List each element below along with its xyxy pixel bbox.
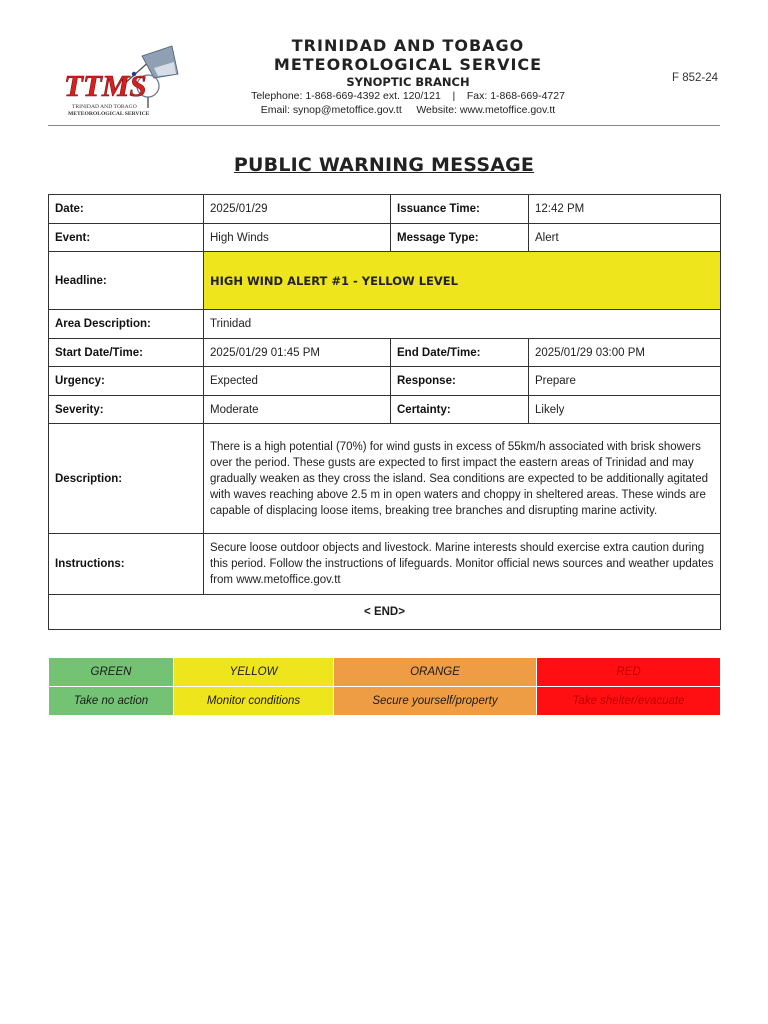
org-name-line-1: TRINIDAD AND TOBAGO xyxy=(291,36,525,55)
end-marker: < END> xyxy=(49,595,721,630)
form-number: F 852-24 xyxy=(671,72,718,84)
org-name-line-2: METEOROLOGICAL SERVICE xyxy=(273,55,543,74)
logo-letters: TTMS xyxy=(64,68,147,103)
response-label: Response: xyxy=(391,367,529,396)
legend-level-orange: ORANGE xyxy=(334,658,537,687)
severity-value: Moderate xyxy=(204,396,391,424)
response-value: Prepare xyxy=(529,367,721,396)
severity-label: Severity: xyxy=(49,396,204,424)
logo-caption-1: TRINIDAD AND TOBAGO xyxy=(72,104,137,110)
table-row xyxy=(49,195,721,224)
letterhead xyxy=(48,30,720,126)
area-description-label: Area Description: xyxy=(49,310,204,339)
date-label: Date: xyxy=(49,195,204,224)
message-type-value: Alert xyxy=(529,224,721,252)
logo-caption-2: METEOROLOGICAL SERVICE xyxy=(68,111,150,117)
start-datetime-label: Start Date/Time: xyxy=(49,339,204,367)
table-row xyxy=(49,534,721,595)
table-row xyxy=(49,424,721,534)
header-divider xyxy=(48,125,720,126)
area-description-value: Trinidad xyxy=(204,310,721,339)
legend-level-yellow: YELLOW xyxy=(174,658,334,687)
date-value: 2025/01/29 xyxy=(204,195,391,224)
legend-action-red: Take shelter/evacuate xyxy=(537,687,721,716)
table-row xyxy=(49,367,721,396)
legend-action-orange: Secure yourself/property xyxy=(334,687,537,716)
table-row xyxy=(49,339,721,367)
end-datetime-label: End Date/Time: xyxy=(391,339,529,367)
table-row xyxy=(49,595,721,630)
legend-level-red: RED xyxy=(537,658,721,687)
contact-email-website: Email: synop@metoffice.gov.tt Website: www.metoffice.gov.tt xyxy=(260,104,556,116)
table-row xyxy=(49,310,721,339)
legend-level-green: GREEN xyxy=(49,658,174,687)
table-row xyxy=(49,224,721,252)
legend-action-row xyxy=(49,687,721,716)
table-row xyxy=(49,396,721,424)
contact-phone: Telephone: 1-868-669-4392 ext. 120/121 | Fax: 1-868-669-4727 xyxy=(251,90,565,102)
end-datetime-value: 2025/01/29 03:00 PM xyxy=(529,339,721,367)
description-label: Description: xyxy=(49,424,204,534)
ttms-logo xyxy=(62,44,182,118)
message-type-label: Message Type: xyxy=(391,224,529,252)
certainty-label: Certainty: xyxy=(391,396,529,424)
start-datetime-value: 2025/01/29 01:45 PM xyxy=(204,339,391,367)
legend-action-yellow: Monitor conditions xyxy=(174,687,334,716)
page-title: PUBLIC WARNING MESSAGE xyxy=(233,154,535,176)
table-row xyxy=(49,252,721,310)
warning-table xyxy=(48,194,721,630)
urgency-label: Urgency: xyxy=(49,367,204,396)
description-text: There is a high potential (70%) for wind gusts in excess of 55km/h associated with brisk showers over the period. These gusts are expected to first impact the eastern areas of Trinidad and may gradually weaken as they cross the island. Sea conditions are expected to be additionally agitated with waves reaching above 2.5 m in open waters and choppy in sheltered areas. These winds are capable of displacing loose items, breaking tree branches and disrupting marine activity. xyxy=(204,424,721,534)
issuance-time-label: Issuance Time: xyxy=(391,195,529,224)
instructions-text: Secure loose outdoor objects and livestock. Marine interests should exercise extra caution during this period. Follow the instructions of lifeguards. Monitor official news sources and weather updates from www.metoffice.gov.tt xyxy=(204,534,721,595)
issuance-time-value: 12:42 PM xyxy=(529,195,721,224)
instructions-label: Instructions: xyxy=(49,534,204,595)
headline-banner: HIGH WIND ALERT #1 - YELLOW LEVEL xyxy=(204,252,721,310)
event-label: Event: xyxy=(49,224,204,252)
urgency-value: Expected xyxy=(204,367,391,396)
legend-level-row xyxy=(49,658,721,687)
branch-name: SYNOPTIC BRANCH xyxy=(346,75,470,89)
alert-level-legend xyxy=(48,657,721,716)
event-value: High Winds xyxy=(204,224,391,252)
organization-info xyxy=(198,36,618,117)
headline-label: Headline: xyxy=(49,252,204,310)
legend-action-green: Take no action xyxy=(49,687,174,716)
certainty-value: Likely xyxy=(529,396,721,424)
